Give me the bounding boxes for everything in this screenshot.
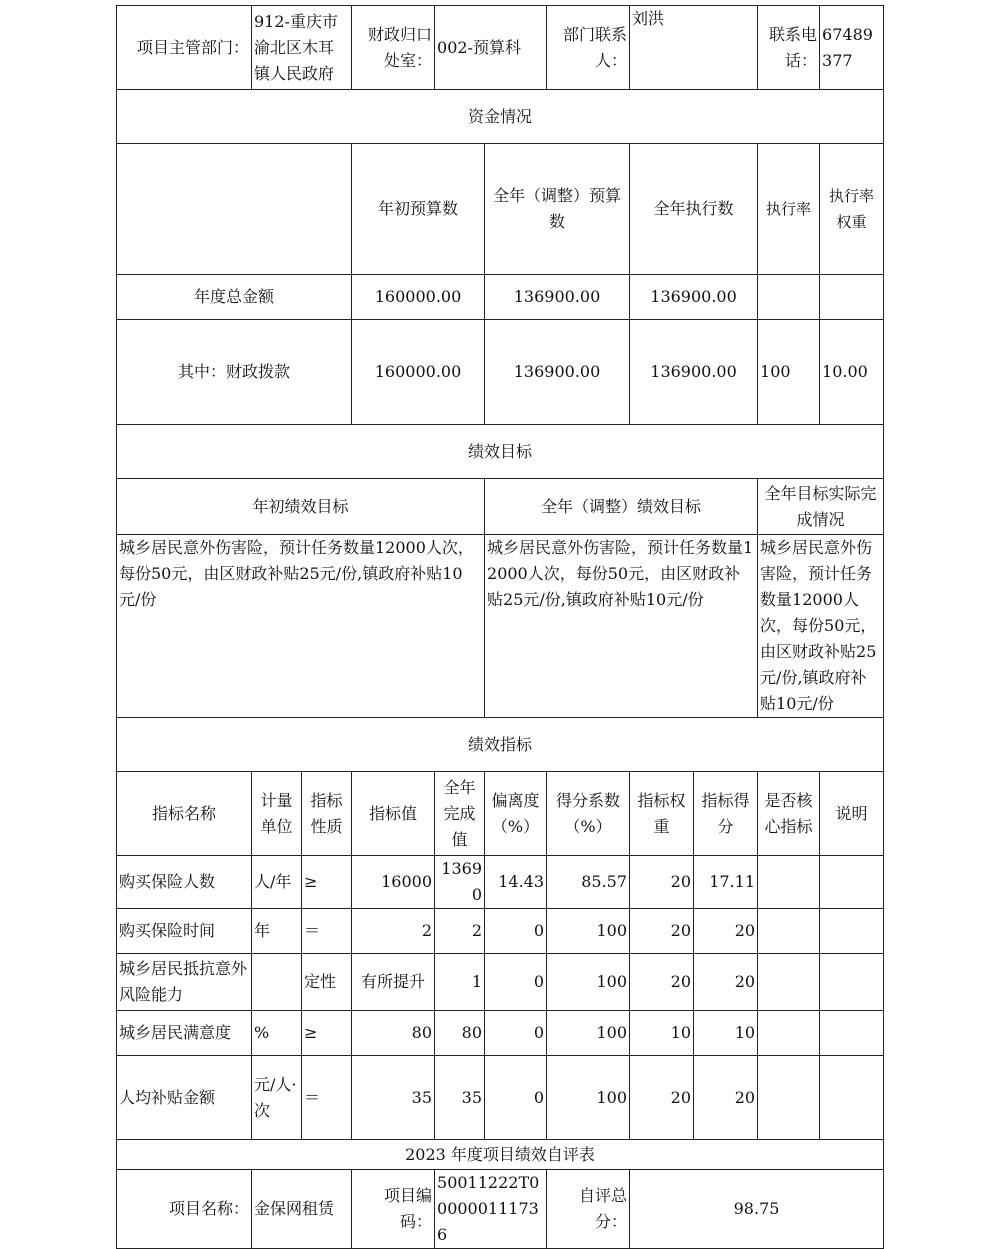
ind-col-score: 指标得分 [694, 772, 758, 856]
ind-coef: 100 [547, 954, 630, 1011]
ind-col-completed: 全年完成值 [435, 772, 485, 856]
goals-section-title: 绩效目标 [117, 425, 884, 479]
ind-value: 35 [352, 1056, 435, 1140]
indicator-row [117, 1011, 884, 1056]
ind-completed: 35 [435, 1056, 485, 1140]
ind-name: 城乡居民满意度 [117, 1011, 252, 1056]
ind-col-weight: 指标权重 [630, 772, 694, 856]
project-info-row [117, 1170, 884, 1249]
project-code-value: 50011222T000000111736 [435, 1170, 547, 1249]
ind-nature: ＝ [302, 909, 352, 954]
phone-value: 67489377 [820, 6, 884, 90]
ind-note [820, 954, 884, 1011]
ind-col-note: 说明 [820, 772, 884, 856]
funds-col-executed: 全年执行数 [630, 144, 758, 275]
ind-weight: 10 [630, 1011, 694, 1056]
ind-col-value: 指标值 [352, 772, 435, 856]
table-title: 2023 年度项目绩效自评表 [117, 1140, 884, 1170]
funds-col-weight: 执行率权重 [820, 144, 884, 275]
ind-col-deviation: 偏离度（%） [485, 772, 547, 856]
ind-unit: 人/年 [252, 856, 302, 909]
indicators-section-title: 绩效指标 [117, 718, 884, 772]
goals-col-adjusted: 全年（调整）绩效目标 [485, 479, 758, 535]
project-name-value: 金保网租赁 [252, 1170, 352, 1249]
funds-row-adjusted: 136900.00 [485, 320, 630, 425]
funds-col-initial: 年初预算数 [352, 144, 485, 275]
indicator-row [117, 954, 884, 1011]
ind-nature: ≥ [302, 856, 352, 909]
finance-value: 002-预算科 [435, 6, 547, 90]
contact-label: 部门联系人： [547, 6, 630, 90]
funds-row-rate [758, 275, 820, 320]
ind-col-core: 是否核心指标 [758, 772, 820, 856]
ind-score: 20 [694, 1056, 758, 1140]
ind-score: 17.11 [694, 856, 758, 909]
ind-core [758, 1011, 820, 1056]
funds-row-executed: 136900.00 [630, 320, 758, 425]
ind-nature: ＝ [302, 1056, 352, 1140]
funds-row-executed: 136900.00 [630, 275, 758, 320]
ind-nature: 定性 [302, 954, 352, 1011]
ind-weight: 20 [630, 954, 694, 1011]
ind-deviation: 14.43 [485, 856, 547, 909]
ind-score: 10 [694, 1011, 758, 1056]
evaluation-table [116, 5, 884, 1249]
ind-coef: 100 [547, 1011, 630, 1056]
ind-weight: 20 [630, 856, 694, 909]
ind-core [758, 909, 820, 954]
ind-deviation: 0 [485, 1011, 547, 1056]
ind-completed: 1 [435, 954, 485, 1011]
ind-coef: 100 [547, 1056, 630, 1140]
indicators-header-row [117, 772, 884, 856]
ind-note [820, 909, 884, 954]
ind-name: 人均补贴金额 [117, 1056, 252, 1140]
ind-nature: ≥ [302, 1011, 352, 1056]
project-code-label: 项目编码： [352, 1170, 435, 1249]
ind-name: 购买保险时间 [117, 909, 252, 954]
header-row [117, 6, 884, 90]
funds-row-initial: 160000.00 [352, 275, 485, 320]
funds-row-weight: 10.00 [820, 320, 884, 425]
ind-core [758, 856, 820, 909]
ind-coef: 85.57 [547, 856, 630, 909]
funds-col-adjusted: 全年（调整）预算数 [485, 144, 630, 275]
ind-deviation: 0 [485, 1056, 547, 1140]
funds-row [117, 275, 884, 320]
ind-weight: 20 [630, 909, 694, 954]
ind-name: 城乡居民抵抗意外风险能力 [117, 954, 252, 1011]
ind-coef: 100 [547, 909, 630, 954]
ind-deviation: 0 [485, 909, 547, 954]
ind-unit: 年 [252, 909, 302, 954]
ind-col-name: 指标名称 [117, 772, 252, 856]
ind-weight: 20 [630, 1056, 694, 1140]
ind-completed: 13690 [435, 856, 485, 909]
funds-section-title: 资金情况 [117, 90, 884, 144]
ind-value: 80 [352, 1011, 435, 1056]
dept-value: 912-重庆市渝北区木耳镇人民政府 [252, 6, 352, 90]
funds-row-weight [820, 275, 884, 320]
ind-completed: 2 [435, 909, 485, 954]
finance-label: 财政归口处室： [352, 6, 435, 90]
ind-score: 20 [694, 954, 758, 1011]
dept-label: 项目主管部门： [117, 6, 252, 90]
goals-col-actual: 全年目标实际完成情况 [758, 479, 884, 535]
ind-col-unit: 计量单位 [252, 772, 302, 856]
ind-deviation: 0 [485, 954, 547, 1011]
total-score-value: 98.75 [630, 1170, 884, 1249]
indicator-row [117, 856, 884, 909]
goals-col-initial: 年初绩效目标 [117, 479, 485, 535]
indicator-row [117, 909, 884, 954]
phone-label: 联系电话： [758, 6, 820, 90]
funds-header-row [117, 144, 884, 275]
funds-row-label: 年度总金额 [117, 275, 352, 320]
ind-name: 购买保险人数 [117, 856, 252, 909]
total-score-label: 自评总分： [547, 1170, 630, 1249]
ind-core [758, 1056, 820, 1140]
project-name-label: 项目名称： [117, 1170, 252, 1249]
funds-row-label: 其中：财政拨款 [117, 320, 352, 425]
ind-value: 有所提升 [352, 954, 435, 1011]
ind-note [820, 1056, 884, 1140]
goals-actual-text: 城乡居民意外伤害险，预计任务数量12000人次，每份50元，由区财政补贴25元/份,镇政府补贴10元/份 [758, 535, 884, 718]
goals-header-row [117, 479, 884, 535]
ind-unit: 元/人·次 [252, 1056, 302, 1140]
funds-col-rate: 执行率 [758, 144, 820, 275]
funds-row-rate: 100 [758, 320, 820, 425]
ind-value: 2 [352, 909, 435, 954]
goals-adjusted-text: 城乡居民意外伤害险，预计任务数量12000人次，每份50元，由区财政补贴25元/份,镇政府补贴10元/份 [485, 535, 758, 718]
funds-row [117, 320, 884, 425]
ind-value: 16000 [352, 856, 435, 909]
funds-row-initial: 160000.00 [352, 320, 485, 425]
funds-row-adjusted: 136900.00 [485, 275, 630, 320]
evaluation-document [116, 5, 883, 1249]
contact-value: 刘洪 [630, 6, 758, 90]
ind-col-nature: 指标性质 [302, 772, 352, 856]
goals-content-row [117, 535, 884, 718]
ind-unit: % [252, 1011, 302, 1056]
indicator-row [117, 1056, 884, 1140]
ind-score: 20 [694, 909, 758, 954]
ind-unit [252, 954, 302, 1011]
goals-initial-text: 城乡居民意外伤害险，预计任务数量12000人次，每份50元，由区财政补贴25元/份,镇政府补贴10元/份 [117, 535, 485, 718]
ind-note [820, 856, 884, 909]
ind-core [758, 954, 820, 1011]
ind-col-coef: 得分系数（%） [547, 772, 630, 856]
ind-note [820, 1011, 884, 1056]
ind-completed: 80 [435, 1011, 485, 1056]
